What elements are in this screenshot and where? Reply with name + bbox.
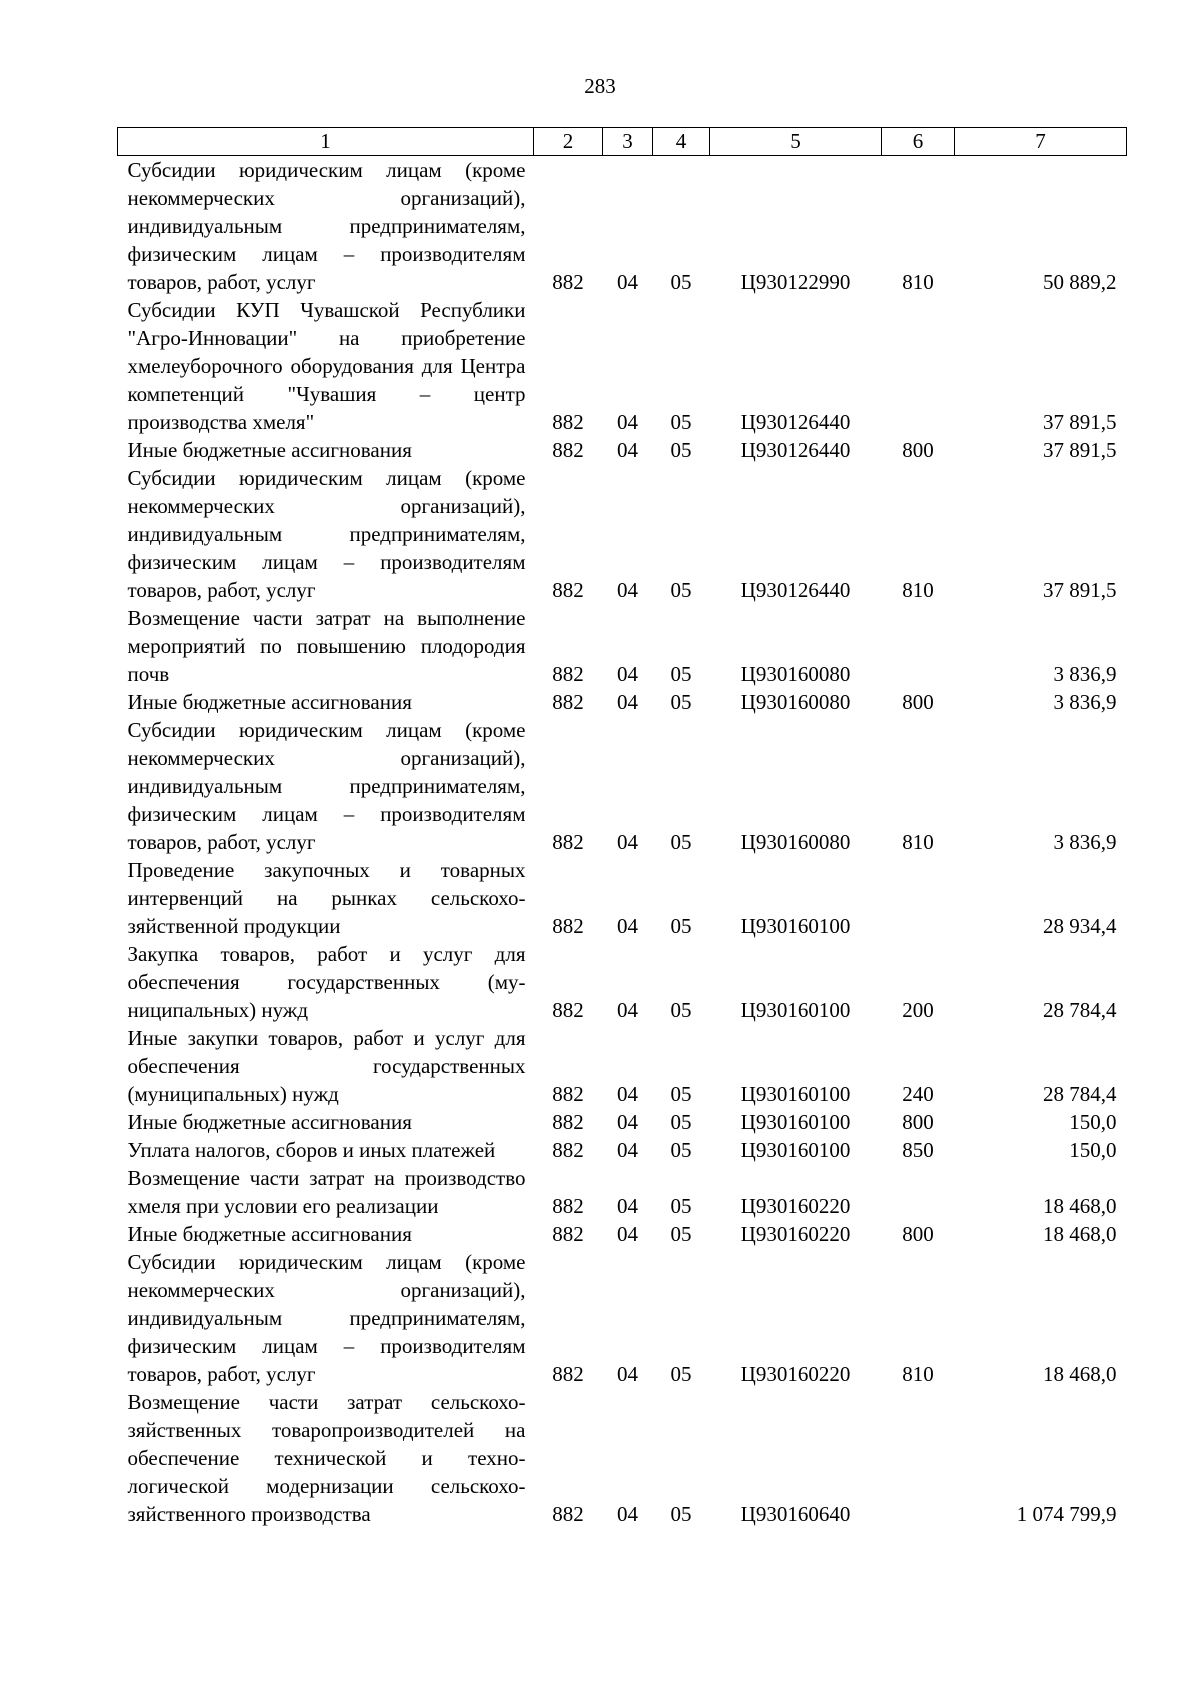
row-name: Возмещение части затрат сельскохозяйственных товаропроизводителей на обеспечение технической и технологической модернизации сельскохозяйственного производства [127,1390,526,1526]
row-expense-type: 800 [902,690,934,714]
row-amount: 3 836,9 [1053,690,1117,714]
row-expense-type: 240 [902,1082,934,1106]
row-subsection: 05 [670,1138,692,1162]
row-amount: 37 891,5 [1043,438,1117,462]
row-expense-type: 200 [902,998,934,1022]
row-name: Уплата налогов, сборов и иных платежей [127,1138,496,1162]
row-subsection: 05 [670,270,692,294]
row-target-article: Ц930160100 [740,1110,851,1134]
row-section: 04 [617,1502,638,1526]
row-section: 04 [617,1138,638,1162]
row-ministry-code: 882 [552,1194,584,1218]
table-row [118,1024,1127,1108]
table-row [118,716,1127,856]
row-ministry-code: 882 [552,270,584,294]
header-col-7: 7 [955,128,1127,156]
row-ministry-code: 882 [552,830,584,854]
row-target-article: Ц930160640 [740,1502,851,1526]
table-row [118,1220,1127,1248]
row-section: 04 [617,998,638,1022]
row-expense-type: 810 [902,578,934,602]
header-col-2: 2 [534,128,603,156]
row-ministry-code: 882 [552,1138,584,1162]
row-target-article: Ц930160080 [740,662,851,686]
row-amount: 3 836,9 [1053,830,1117,854]
row-name: Иные бюджетные ассигнования [127,690,412,714]
table-row [118,296,1127,436]
row-ministry-code: 882 [552,1502,584,1526]
row-section: 04 [617,410,638,434]
row-amount: 28 934,4 [1043,914,1117,938]
table-row [118,688,1127,716]
row-amount: 18 468,0 [1043,1222,1117,1246]
row-ministry-code: 882 [552,1362,584,1386]
row-section: 04 [617,1194,638,1218]
table-row [118,856,1127,940]
row-subsection: 05 [670,690,692,714]
table-row [118,604,1127,688]
row-expense-type: 850 [902,1138,934,1162]
row-subsection: 05 [670,578,692,602]
row-ministry-code: 882 [552,578,584,602]
row-target-article: Ц930160100 [740,998,851,1022]
header-col-3: 3 [603,128,653,156]
row-name: Возмещение части затрат на выполнение мероприятий по повышению плодородия почв [127,606,526,686]
table-row [118,1136,1127,1164]
row-expense-type [882,1388,955,1528]
row-name: Иные закупки товаров, работ и услуг для обеспечения государственных (муниципальных) нужд [127,1026,526,1106]
table-row [118,940,1127,1024]
table-row [118,156,1127,297]
row-name: Возмещение части затрат на производство хмеля при условии его реализации [127,1166,526,1218]
row-section: 04 [617,830,638,854]
row-section: 04 [617,578,638,602]
table-row [118,1388,1127,1528]
row-target-article: Ц930122990 [740,270,851,294]
row-target-article: Ц930160080 [740,830,851,854]
row-section: 04 [617,1082,638,1106]
row-target-article: Ц930160100 [740,914,851,938]
row-section: 04 [617,914,638,938]
row-section: 04 [617,438,638,462]
row-target-article: Ц930160220 [740,1194,851,1218]
row-subsection: 05 [670,662,692,686]
row-section: 04 [617,1110,638,1134]
row-expense-type [882,856,955,940]
row-amount: 28 784,4 [1043,1082,1117,1106]
row-subsection: 05 [670,438,692,462]
row-subsection: 05 [670,1502,692,1526]
table-row [118,1248,1127,1388]
row-subsection: 05 [670,830,692,854]
row-name: Иные бюджетные ассигнования [127,1222,412,1246]
row-target-article: Ц930160100 [740,1082,851,1106]
header-col-6: 6 [882,128,955,156]
row-target-article: Ц930160100 [740,1138,851,1162]
row-section: 04 [617,1362,638,1386]
row-ministry-code: 882 [552,1082,584,1106]
row-target-article: Ц930126440 [740,438,851,462]
row-expense-type: 810 [902,270,934,294]
row-subsection: 05 [670,1362,692,1386]
row-section: 04 [617,662,638,686]
row-subsection: 05 [670,914,692,938]
row-section: 04 [617,690,638,714]
row-section: 04 [617,1222,638,1246]
page-number: 283 [584,74,616,98]
header-row [118,128,1127,156]
row-expense-type [882,296,955,436]
row-section: 04 [617,270,638,294]
table-row [118,464,1127,604]
table-body [118,156,1127,1529]
row-expense-type: 800 [902,1110,934,1134]
row-amount: 1 074 799,9 [1016,1502,1117,1526]
row-name: Субсидии юридическим лицам (кроме некоммерческих организаций), индивидуальным предпринимателям, физическим лицам – производителям товаров, работ, услуг [127,466,526,602]
row-expense-type: 810 [902,1362,934,1386]
row-expense-type: 800 [902,438,934,462]
row-amount: 18 468,0 [1043,1194,1117,1218]
table-row [118,436,1127,464]
row-subsection: 05 [670,998,692,1022]
header-col-4: 4 [653,128,710,156]
table-row [118,1164,1127,1220]
row-name: Субсидии юридическим лицам (кроме некоммерческих организаций), индивидуальным предпринимателям, физическим лицам – производителям товаров, работ, услуг [127,1250,526,1386]
row-ministry-code: 882 [552,690,584,714]
row-amount: 50 889,2 [1043,270,1117,294]
row-amount: 18 468,0 [1043,1362,1117,1386]
row-ministry-code: 882 [552,410,584,434]
row-amount: 37 891,5 [1043,410,1117,434]
row-subsection: 05 [670,1082,692,1106]
budget-table [117,127,1127,1528]
row-target-article: Ц930160080 [740,690,851,714]
row-expense-type [882,1164,955,1220]
row-subsection: 05 [670,1222,692,1246]
row-target-article: Ц930126440 [740,578,851,602]
row-ministry-code: 882 [552,998,584,1022]
header-col-1: 1 [118,128,534,156]
row-expense-type: 810 [902,830,934,854]
row-expense-type [882,604,955,688]
table-row [118,1108,1127,1136]
row-name: Субсидии юридическим лицам (кроме некоммерческих организаций), индивидуальным предпринимателям, физическим лицам – производителям товаров, работ, услуг [127,718,526,854]
row-ministry-code: 882 [552,914,584,938]
row-ministry-code: 882 [552,662,584,686]
row-target-article: Ц930126440 [740,410,851,434]
row-ministry-code: 882 [552,1110,584,1134]
row-expense-type: 800 [902,1222,934,1246]
row-amount: 28 784,4 [1043,998,1117,1022]
header-col-5: 5 [710,128,882,156]
row-subsection: 05 [670,1110,692,1134]
row-amount: 150,0 [1069,1138,1117,1162]
row-ministry-code: 882 [552,438,584,462]
row-name: Иные бюджетные ассигнования [127,438,412,462]
row-ministry-code: 882 [552,1222,584,1246]
row-name: Субсидии юридическим лицам (кроме некоммерческих организаций), индивидуальным предпринимателям, физическим лицам – производителям товаров, работ, услуг [127,158,526,294]
row-amount: 3 836,9 [1053,662,1117,686]
row-amount: 37 891,5 [1043,578,1117,602]
row-name: Субсидии КУП Чувашской Республики "Агро-Инновации" на приобретение хмелеуборочного оборудования для Центра компетенций "Чувашия – центр производства хмеля" [127,298,526,434]
table-header [118,128,1127,156]
row-subsection: 05 [670,410,692,434]
row-name: Иные бюджетные ассигнования [127,1110,412,1134]
row-subsection: 05 [670,1194,692,1218]
row-name: Закупка товаров, работ и услуг для обеспечения государственных (муниципальных) нужд [127,942,526,1022]
row-name: Проведение закупочных и товарных интервенций на рынках сельскохозяйственной продукции [127,858,526,938]
row-amount: 150,0 [1069,1110,1117,1134]
row-target-article: Ц930160220 [740,1362,851,1386]
row-target-article: Ц930160220 [740,1222,851,1246]
